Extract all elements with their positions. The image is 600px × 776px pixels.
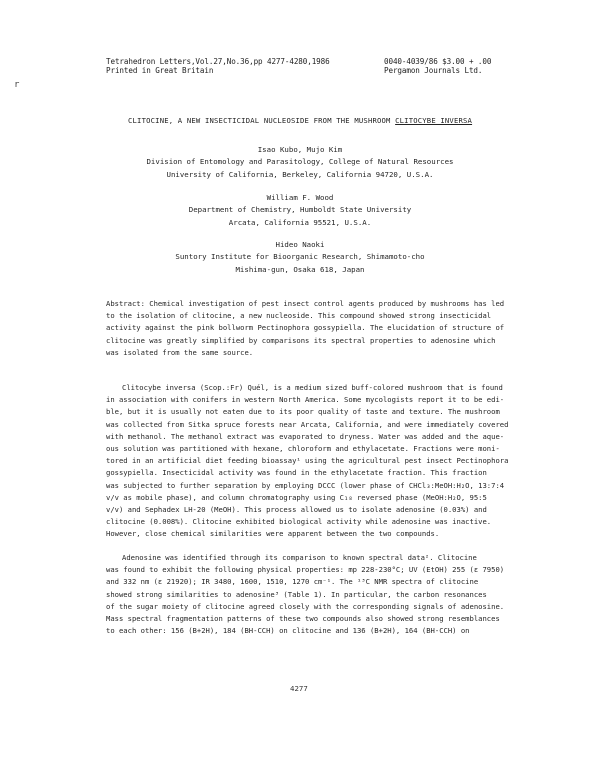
abstract-line: was isolated from the same source.	[106, 347, 254, 357]
body-line: Adenosine was identified through its comparison to known spectral data². Clitocine	[122, 553, 477, 562]
paper-title	[128, 116, 472, 125]
body-line: However, close chemical similarities were apparent between the two compounds.	[106, 529, 440, 539]
affiliation-line: Division of Entomology and Parasitology, College of Natural Resources	[146, 157, 454, 167]
body-line: v/v as mobile phase), and column chromatography using C₁₈ reversed phase (MeOH:H₂O, 95:5	[106, 492, 487, 502]
body-line: gossypiella. Insecticidal activity was found in the ethylacetate fraction. This fraction	[106, 468, 487, 478]
body-paragraph-1	[122, 382, 516, 394]
journal-citation	[106, 57, 330, 75]
issn-line: 0040-4039/86 $3.00 + .00	[384, 57, 492, 66]
author-block-1	[0, 144, 600, 181]
body-line: Clitocybe inversa (Scop.:Fr) Quél, is a medium sized buff-colored mushroom that is found	[122, 383, 503, 392]
margin-mark: r	[14, 80, 20, 90]
body-line: Mass spectral fragmentation patterns of these two compounds also showed strong resemblances	[106, 614, 500, 623]
body-line: with methanol. The methanol extract was evaporated to dryness. Water was added and the aque-	[106, 431, 505, 441]
page-number: 4277	[290, 684, 308, 693]
author-name: William F. Wood	[266, 193, 334, 202]
affiliation-line: Mishima-gun, Osaka 618, Japan	[235, 264, 365, 274]
abstract-line: to the isolation of clitocine, a new nucleoside. This compound showed strong insecticidal	[106, 311, 492, 321]
body-line: and 332 nm (ε 21920); IR 3480, 1600, 1510, 1270 cm⁻¹. The ¹³C NMR spectra of clitocine	[106, 577, 479, 587]
abstract-line: clitocine was greatly simplified by comparisons its spectral properties to adenosine which	[106, 335, 496, 345]
author-block-3	[0, 239, 600, 276]
printed-line: Printed in Great Britain	[106, 66, 214, 75]
affiliation-line: Arcata, California 95521, U.S.A.	[228, 217, 372, 227]
body-line: was subjected to further separation by employing DCCC (lower phase of CHCl₃:MeOH:H₂O, 13:7:4	[106, 480, 505, 490]
title-species: CLITOCYBE INVERSA	[395, 116, 473, 125]
body-line: clitocine (0.008%). Clitocine exhibited biological activity while adenosine was inactive.	[106, 517, 492, 527]
body-line: v/v) and Sephadex LH-20 (MeOH). This process allowed us to isolate adenosine (0.03%) and	[106, 505, 487, 515]
body-line: of the sugar moiety of clitocine agreed closely with the corresponding signals of adenosine.	[106, 601, 505, 611]
body-line: in association with conifers in western North America. Some mycologists report it to be edi-	[106, 395, 505, 405]
body-line: to each other: 156 (B+2H), 184 (BH-CCH) on clitocine and 136 (B+2H), 164 (BH-CCH) on	[106, 626, 470, 636]
author-name: Hideo Naoki	[275, 240, 325, 249]
affiliation-line: Department of Chemistry, Humboldt State University	[188, 205, 412, 215]
body-line: showed strong similarities to adenosine³ (Table 1). In particular, the carbon resonances	[106, 589, 487, 599]
author-block-2	[0, 192, 600, 229]
affiliation-line: University of California, Berkeley, California 94720, U.S.A.	[166, 169, 434, 179]
body-line: was found to exhibit the following physical properties: mp 228-230°C; UV (EtOH) 255 (ε 7950)	[106, 565, 505, 575]
body-paragraph-1-cont	[106, 394, 516, 540]
body-line: was collected from Sitka spruce forests near Arcata, California, and were immediately covered	[106, 419, 509, 429]
body-line: ble, but it is usually not eaten due to its poor quality of taste and texture. The mushroom	[106, 407, 500, 417]
affiliation-line: Suntory Institute for Bioorganic Research, Shimamoto-cho	[175, 252, 425, 262]
body-paragraph-2	[122, 552, 516, 564]
publisher-block	[384, 57, 491, 75]
body-line: tored in an artificial diet feeding bioassay¹ using the agricultural pest insect Pectinophora	[106, 456, 509, 466]
body-paragraph-2-cont	[106, 564, 516, 637]
journal-line: Tetrahedron Letters,Vol.27,No.36,pp 4277-4280,1986	[106, 57, 330, 66]
author-name: Isao Kubo, Mujo Kim	[257, 145, 343, 154]
body-line: ous solution was partitioned with hexane, chloroform and ethylacetate. Fractions were moni-	[106, 444, 500, 453]
abstract-line: Abstract: Chemical investigation of pest insect control agents produced by mushrooms has led	[106, 299, 505, 308]
publisher-line: Pergamon Journals Ltd.	[384, 66, 483, 75]
title-text: CLITOCINE, A NEW INSECTICIDAL NUCLEOSIDE FROM THE MUSHROOM	[128, 116, 396, 125]
abstract-line: activity against the pink bollworm Pectinophora gossypiella. The elucidation of structure of	[106, 323, 505, 333]
abstract	[106, 298, 516, 359]
